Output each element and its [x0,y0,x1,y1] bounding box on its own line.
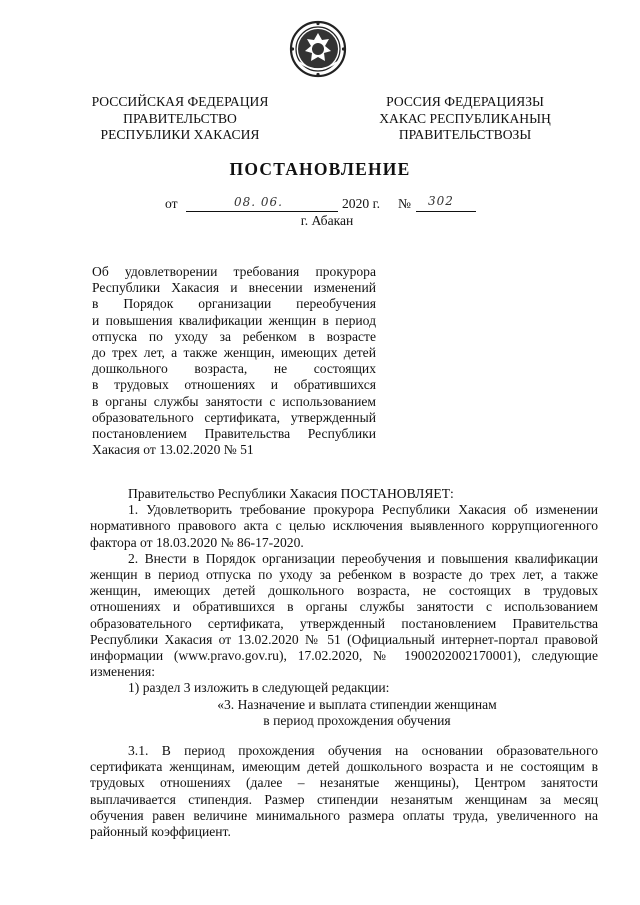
preamble: Правительство Республики Хакасия ПОСТАНОВЛЯЕТ: [128,486,454,501]
city-line: г. Абакан [300,213,354,228]
item-2-line: женщин, имеющих детей дошкольного возраста, не состоящих в трудовых [90,583,598,599]
item-2-line: образовательного сертификата, утвержденный постановлением Правительства [90,615,598,631]
body-main [90,486,598,729]
subject-line: постановлением Правительства Республики [92,426,376,442]
item-2-line: отношениях и обратившихся в органы службы занятости с использованием [90,599,598,615]
subject-block [92,264,376,458]
header-right [345,94,585,144]
subject-line: отпуска по уходу за ребенком в возрасте [92,328,376,344]
subject-line: Хакасия от 13.02.2020 № 51 [92,442,254,458]
section-title-line: «3. Назначение и выплата стипендии женщинам [217,696,497,712]
header-left [80,94,280,144]
subject-line: Об удовлетворении требования прокурора [92,264,376,279]
header-right-line: РОССИЯ ФЕДЕРАЦИЯЗЫ [386,94,544,109]
subject-line: и повышения квалификации женщин в период [92,312,376,328]
section-title-line: в период прохождения обучения [263,712,451,728]
header-left-line: РОССИЙСКАЯ ФЕДЕРАЦИЯ [91,94,269,109]
subject-line: Республики Хакасия и внесении изменений [92,280,376,296]
coat-of-arms-icon [289,20,347,78]
header-left-line: РЕСПУБЛИКИ ХАКАСИЯ [100,127,260,142]
document-title: ПОСТАНОВЛЕНИЕ [229,159,411,179]
item-2-line: изменения: [90,664,155,680]
para-3-1-line: выплачивается стипендия. Размер стипендии незанятым женщинам за месяц [90,791,598,807]
date-underline [186,211,338,212]
subitem-1: 1) раздел 3 изложить в следующей редакции: [128,680,390,696]
subject-line: в трудовых отношениях и обратившихся [92,377,376,393]
para-3-1-line: сертификата женщинам, имеющим детей дошкольного возраста и не состоящим в [90,759,598,775]
body-para-3-1 [90,743,598,840]
subject-line: в органы службы занятости с использованием [92,393,376,409]
handwritten-date: 08. 06. [234,195,283,209]
subject-line: в Порядок организации переобучения [92,296,376,312]
subject-line: до трех лет, а также женщин, имеющих детей [92,345,376,361]
para-3-1-line: 3.1. В период прохождения обучения на основании образовательного [128,743,598,758]
para-3-1-line: обучения равен величине минимального размера оплаты труда, увеличенного на [90,807,598,823]
item-2-line: 2. Внести в Порядок организации переобучения и повышения квалификации [128,550,598,566]
para-3-1-line: районный коэффициент. [90,824,231,840]
header-right-line: ПРАВИТЕЛЬСТВОЗЫ [398,127,532,142]
number-underline [416,211,476,212]
item-1-line: фактора от 18.03.2020 № 86-17-2020. [90,534,304,550]
item-2-line: Республики Хакасия от 13.02.2020 № 51 (Официальный интернет-портал правовой [90,631,598,647]
number-sign: № [398,196,411,211]
handwritten-number: 302 [428,194,454,208]
subject-line: образовательного сертификата, утвержденный [92,409,376,425]
subject-line: дошкольного возраста, не состоящих [92,361,376,377]
header-left-line: ПРАВИТЕЛЬСТВО [123,110,237,126]
item-2-line: информации (www.pravo.gov.ru), 17.02.2020, № 1900202002170001), следующие [90,648,598,664]
date-prefix: от [165,196,178,211]
date-year: 2020 г. [342,196,381,211]
header-right-line: ХАКАС РЕСПУБЛИКАНЫҢ [379,110,551,126]
item-1-line: нормативного правового акта с целью исключения выявленного коррупциогенного [90,518,598,534]
item-1-line: 1. Удовлетворить требование прокурора Республики Хакасия об изменении [128,502,598,518]
item-2-line: женщин в период отпуска по уходу за ребенком в возрасте до трех лет, а также [90,567,598,583]
para-3-1-line: трудовых отношениях (далее – незанятые женщины), Центром занятости [90,775,598,791]
